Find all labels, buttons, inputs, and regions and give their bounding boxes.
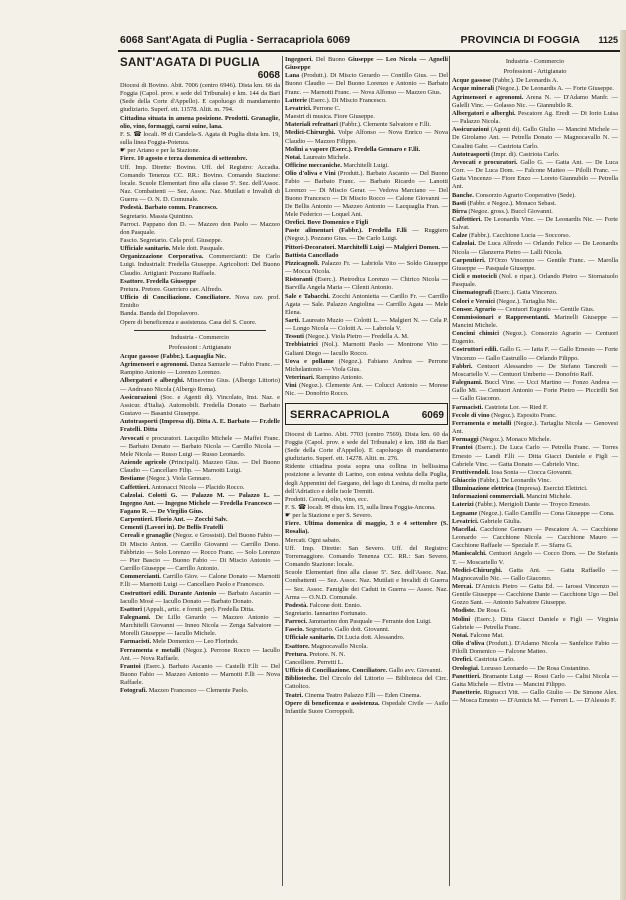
column-3 xyxy=(452,56,618,890)
header-rule xyxy=(118,50,620,52)
directory-entry: Farmacisti. Castriota Lor. — Ried F. xyxy=(452,403,548,411)
directory-entry: Albergatori e alberghi. Pescatore Ag. Eredi — Di Iorio Luisa — Palazzo Nicola. xyxy=(452,109,618,126)
directory-entry: Officine meccaniche. Marchitelli Luigi. xyxy=(285,162,389,170)
directory-entry: Pretura. Pretore. Guerriero cav. Alfredo. xyxy=(120,285,223,293)
section-divider xyxy=(134,330,266,331)
directory-entry: Podestà. Falcone dott. Ennio. xyxy=(285,601,362,609)
directory-entry: Fotografi. Mazzeo Francesco — Clemente Paolo. xyxy=(120,687,249,695)
directory-entry: Cittadina situata in amena posizione. Prodotti. Granaglie, olio, vino, formaggi, carni suine, lana. xyxy=(120,114,280,130)
directory-entry: Carpentieri. D'Orzo Vincenzo — Gentile Franc. — Marolla Giuseppe — Pasquale Giuseppe. xyxy=(452,256,618,272)
town-title: SERRACAPRIOLA xyxy=(290,408,390,421)
directory-entry: Assicurazioni (Agenti di). Gallo Giulio — Mancini Michele — De Girolamo Ant. — Petrella Donato — Magnocavallo N. — Casalini Gabr. — Castriota Carlo. xyxy=(452,126,618,150)
directory-entry: Ghiaccio (Fabbr.). De Leonardis Vinc. xyxy=(452,476,552,484)
directory-entry: Ridente cittadina posta sopra una collina in bellissima posizione a levante di Larino, con estesa veduta della Puglia, degli Appennini del Gargano, del lago di Lesina, di molta parte dell'Adriatico e delle isole Tremiti. xyxy=(285,463,448,495)
directory-entry: Fecole di vino (Negoz.). Esposito Franc. xyxy=(452,411,557,419)
directory-entry: Notai. Laureato Michele. xyxy=(285,153,350,161)
directory-entry: Carpentieri. Florio Ant. — Zocchi Salv. xyxy=(120,516,228,524)
directory-entry: Levatrici. Perrone C. xyxy=(285,104,341,112)
directory-entry: Pizzicagnoli. Palazzo Fr. — Labriola Vito — Soldo Giuseppe — Mocca Nicola. xyxy=(285,259,448,276)
directory-entry: Paste alimentari (Fabbr.). Fredella F.lli — Ruggiero (Negoz.). Pozzano Gius. — De Carlo Luigi. xyxy=(285,227,448,243)
directory-entry: Farmacisti. Mele Domenico — Leo Florindo. xyxy=(120,638,239,646)
directory-entry: Laterizi (Fabbr.). Merigioli Dante — Troyco Ernesto. xyxy=(452,501,591,509)
directory-entry: Parroci. Pappano don D. — Mazzeo don Paolo — Mazzeo don Pasquale. xyxy=(120,220,280,236)
directory-entry: Calzolai. Colotti G. — Palazzo M. — Palazzo L. — Ingegno Ant. — Ingegno Michele — Fredella Francesco — Fagano R. — De Virgilio Gius. xyxy=(120,491,280,515)
directory-entry: Orefici. Castriota Carlo. xyxy=(452,656,515,664)
directory-entry: Fascio. Segretario. Cela prof. Giuseppe. xyxy=(120,236,223,244)
directory-entry: F. S. ☎ locali. ✉ di Candela-S. Agata di Puglia dista km. 19, sulla linea Foggia-Potenza. xyxy=(120,130,280,147)
directory-entry: Costruttori edili. Gallo G. — Iatta F. — Gallo Ernesto — Forte Vincenzo — Gallo Castruillo — Orlando Filippo. xyxy=(452,346,618,362)
directory-entry: Segretario. Iannarino Fortunato. xyxy=(285,610,367,617)
directory-entry: Materiali refrattari (Fabbr.). Clemente Salvatore e F.lli. xyxy=(285,121,431,129)
directory-entry: Fiere. Ultima domenica di maggio, 3 e 4 settembre (S. Rosalia). xyxy=(285,520,448,536)
directory-entry: Maniscalchi. Centuori Angelo — Cocco Dom. — De Stefanis T. — Moscariello V. xyxy=(452,550,618,566)
column-1 xyxy=(120,56,280,890)
directory-entry: Levatrici. Gabriele Giulia. xyxy=(452,517,522,525)
column-divider xyxy=(449,56,450,886)
directory-entry: Calze (Fabbr.). Cacchione Lucia — Soccorso. xyxy=(452,232,571,240)
directory-entry: Uff. Imp. Dirette: Bovino. Uff. del Registro: Accadia. Comando Tenenza CC. RR.: Bovino. Comando Stazione: locale. Scuole Elementari fino alla classe 5ª. Sez. dell'Assoc. Naz. Combattenti — Sez. Assoc. Naz. Mutilati e Invalidi di Guerra — O. N. D. Comunale. xyxy=(120,163,280,204)
directory-entry: Frantoi (Eserc.). De Luca Carlo — Petrella Franc. — Torres Ernesto — Landi F.lli — Ditta Giacci Daniele e Figli — Cabriele Vinc. — Gatta Donato — Cabrielo Vinc. xyxy=(452,444,618,468)
column-divider xyxy=(282,56,283,886)
directory-entry: Diocesi di Bovino. Abit. 7006 (centro 6946). Dista km. 66 da Foggia (Capol. prov. e sede del Tribunale) e km. 144 da Bari (Sede della Corte d'Appello). E capoluogo di mandamento giudiziario. Superf. ett. 11578. Altit. m. 794. xyxy=(120,82,280,114)
directory-entry: Autotrasporti (Impr. di). Castriota Carlo. xyxy=(452,150,560,158)
directory-entry: Panetterie. Rignacci Vitt. — Gallo Giulio — De Simone Alex. — Mosca Ernesto — D'Amicis M. — Ferreri L. — D'Alessio F. xyxy=(452,689,618,705)
directory-entry: Agrimensori e agronomi. Arena N. — D'Adamo Manfr. — Galelli Vinc. — Golasso Nic. — Giannubilo R. xyxy=(452,93,618,109)
directory-entry: Olio d'oliva (Produtt.). D'Adamo Nicola — Sanfelice Fabio — Pilolli Domenico — Falcone Matteo. xyxy=(452,640,618,656)
directory-entry: Cancelliere. Perretti L. xyxy=(285,658,344,666)
header-province-title: PROVINCIA DI FOGGIA xyxy=(460,34,580,46)
header-left-title: 6068 Sant'Agata di Puglia - Serracapriola 6069 xyxy=(120,34,351,46)
directory-entry: Avvocati e procuratori. Lacquilio Michele — Maffei Franc. — Barbato Donato — Barbato Nicola — Carrillo Nicola — Mele Nicola — Russo Luigi — Russo Leonardo. xyxy=(120,434,280,458)
directory-entry: Podestà. Barbato comm. Francesco. xyxy=(120,204,218,212)
directory-entry: Acque gassose (Fabbr.). De Leonardis A. xyxy=(452,77,559,85)
directory-entry: Assicurazioni (Soc. e Agenti di). Vincolato, Inst. Naz. e Assicur. d'Italia). Automobili. Fredella Donato — Barbato Gustavo — Basanisi Giuseppe. xyxy=(120,393,280,418)
directory-entry: Ufficio di Conciliazione. Conciliatore. Gallo avv. Giovanni. xyxy=(285,667,443,675)
directory-entry: Medici-Chirurghi. Gatta Ant. — Gatta Raffaello — Magnocavallo Nic. — Gallo Giacomo. xyxy=(452,566,618,582)
directory-entry: Olio d'oliva e Vini (Produtt.). Barbato Ascanio — Del Buono Fabio — Barbato Franc. — Barbato Ricardo — Lanotti Lorenzo — Di Miscio Gerar. — Vedova Marciano — Del Buono Francesco — Di Miscio Rocco — Calone Giovanni — De Bellis Antonio — Mazzeo Antonio — Lacquaglia Fran. — Mele Federico — Loquel Ant. xyxy=(285,170,448,218)
directory-entry: Teatri. Cinema Teatro Palazzo F.lli — Eden Cinema. xyxy=(285,691,422,699)
directory-entry: Esattore. Fredella Giuseppe xyxy=(120,277,196,285)
directory-entry: Avvocati e procuratori. Gallo G. — Gatta Ant. — De Luca Corr. — De Luca Dom. — Falcone Matteo — Pilolli Franc. — Gatta Vincenzo — Fiore Enzo — Loreto Giannubilo — Petrella Ant. xyxy=(452,158,618,191)
directory-entry: Bestiame (Negoz.). Viola Gennaro. xyxy=(120,475,212,483)
directory-entry: Orefici. Bove Domenico e Figli xyxy=(285,219,369,227)
town-number: 6068 xyxy=(257,70,280,81)
directory-entry: Autotrasporti (Impresa di). Ditta A. E. Barbato — Fr.delle Fratelli. Ditta xyxy=(120,418,280,434)
directory-entry: Uff. Imp. Dirette: San Severo. Uff. del Registro: Torremaggiore. Comando Tenenza CC. RR.: San Severo. Comando Stazione: locale. xyxy=(285,544,448,569)
directory-entry: Ufficiale sanitario. Mele dott. Pasquale. xyxy=(120,245,225,253)
directory-entry: Latterie (Eserc.). Di Miscio Francesco. xyxy=(285,96,387,104)
directory-entry: Opere di beneficenza e assistenza. Ospedale Civile — Asilo Infantile Suore Corroppoli. xyxy=(285,699,448,715)
directory-entry: Acque minerali (Negoz.). De Leonardis A. — Forte Giuseppe. xyxy=(452,85,614,93)
directory-entry: Birra (Negoz. gross.). Buccl Giovanni. xyxy=(452,207,553,215)
directory-entry: Commercianti. Carrillo Giov. — Calone Donato — Marnotti F.lli — Marnotti Luigi — Cancellaro Paolo e Francesco. xyxy=(120,573,280,589)
directory-entry: Mercai. D'Amicis Pietro — Gatta Ed. — Iarossi Vincenzo — Gentile Giuseppe — Cacchione Dante — Cacchione Ugo — Del Gozzo Sant. — Antonio Salvatore Giuseppe. xyxy=(452,583,618,607)
directory-entry: Formaggi (Negoz.). Monaco Michele. xyxy=(452,436,552,444)
directory-entry: Panettieri. Bramante Luigi — Rossi Carlo — Calisi Nicola — Gatta Michele — Elvira — Mancini Filippo. xyxy=(452,672,618,688)
directory-entry: Ferramenta e metalli (Negoz.). Perrone Rocco — Iacullo Ant. — Nova Raffaele. xyxy=(120,646,280,662)
directory-entry: ☛ per la Stazione e per S. Severo. xyxy=(285,512,373,520)
directory-entry: Caffettieri. De Leonardis Vinc. — De Leonardis Nic. — Forte Salvat. xyxy=(452,215,618,232)
directory-entry: Pretura. Pretore. N. N. xyxy=(285,650,346,658)
directory-entry: Ristoranti (Eserc.). Pietrodica Lorenzo — Chirico Nicola — Barvilla Angela Maria — Cilenti Antonio. xyxy=(285,276,448,292)
directory-entry: Organizzazione Corporativa. Commercianti: De Carlo Luigi. Industriali: Fredella Giuseppe. Agricoltori: Del Buono Claudio. Artigiani: Pozzano Raffaele. xyxy=(120,253,280,277)
directory-entry: Fiere. 10 agosto e terza domenica di settembre. xyxy=(120,155,248,163)
directory-entry: Falegnami. Buccl Vine. — Ucci Martino — Fonzo Andrea — Gallo Mi. — Centuori Antonio — Forte Pietro — Piccirilli Sot — Gallo Giacomo. xyxy=(452,379,618,403)
directory-entry: Informazioni commerciali. Mancini Michele. xyxy=(452,493,572,501)
directory-entry: Uova e pollame (Negoz.). Fabiano Andrea — Perrone Michelantonio — Viola Gius. xyxy=(285,357,448,373)
directory-entry: Commissionari e Rappresentanti. Marinelli Giuseppe — Mancini Michele. xyxy=(452,313,618,329)
directory-entry: Pittori-Decoratori. Marchitelli Luigi — Malgieri Domen. — Battista Cancellado xyxy=(285,243,448,259)
category-heading: Professioni - Artigianato xyxy=(503,68,567,76)
directory-entry: Orologiai. Lorusso Leonardo — De Rosa Costantino. xyxy=(452,664,590,672)
directory-entry: Illuminazione elettrica (Impresa). Esercizi Elettrici. xyxy=(452,485,588,493)
directory-entry: Sarti. Laureato Muzio — Colotti L. — Malgieri N. — Cela P. — Longo Nicola — Colotti A. — Labriola V. xyxy=(285,317,448,333)
directory-entry: Esattori (Appalt., artic. e fornit. per). Fredella Ditta. xyxy=(120,605,255,613)
directory-entry: Lana (Produtt.). Di Miscio Gerardo — Contillo Gius. — Del Buono Claudio — Del Buono Lorenzo e Antonio — Barbato Franc. — Marnotti Franc. — Nova Alfonso — Mazzeo Gius. xyxy=(285,72,448,96)
directory-entry: Opere di beneficenza e assistenza. Casa del S. Cuore. xyxy=(120,318,257,326)
column-2 xyxy=(285,56,448,890)
category-heading: Industria - Commercio xyxy=(170,333,230,341)
directory-entry: Falegnami. De Lillo Gerardo — Mazzeo Antonio — Marchitelli Giovanni — Inneo Nicola — Zenga Salvatore — Morelli Giuseppe — Iacullo Michele. xyxy=(120,614,280,638)
directory-entry: Vini (Negoz.). Clemente Ant. — Colucci Antonio — Morese Nic. — Donofrio Rocco. xyxy=(285,382,448,398)
directory-entry: Fascio. Segretario. Gallo dott. Giovanni. xyxy=(285,626,390,634)
directory-entry: Fabbri. Centuori Alessandro — De Stefano Tancredi — Moscariello V. — Centuori Umberto — Donofrio Raff. xyxy=(452,362,618,378)
directory-entry: Banche. Consorzio Agrario Cooperativo (Sede). xyxy=(452,191,576,199)
directory-entry: Sale e Tabacchi. Zocchi Antonietta — Carillo Fr. — Carrillo Agata — Sale. Palazzo Angiolina — Carrillo Agata — Mele Elena. xyxy=(285,292,448,316)
directory-entry: Cereali e granaglie (Negoz. e Grossisti). Del Buono Fabio — Di Miscio Anton. — Carrillo Giovanni — Carrillo Dono. Fabbrizio — Solo Lorenzo — Rocco Franc. — Solo Lorenzo — Pier Bascio — Buono Fabio — Di Miscio Antonio — Carrillo Giuseppe — Carrillo Antonio. xyxy=(120,532,280,573)
running-header xyxy=(120,33,618,47)
town-title-box xyxy=(285,403,448,425)
directory-entry: Prodotti. Cereali, olio, vino, ecc. xyxy=(285,495,369,503)
directory-entry: ☛ per Ariano e per la Stazione. xyxy=(120,147,201,155)
directory-entry: Ferramenta e metalli (Negoz.). Tartaglia Nicola — Genovesi Ant. xyxy=(452,419,618,436)
directory-entry: Esattore. Magnocavallo Nicola. xyxy=(285,642,368,650)
directory-entry: Costruttori edili. Durante Antonio — Barbato Ascanio — Iacullo Mosè — Iacullo Donato — Barbato Donato. xyxy=(120,589,280,605)
directory-entry: Macellai. Cacchione Gennaro — Pescatore A. — Cacchione Leonardo — Cacchione Nicola — Cacchione Mauro — Cacchione Raffaele — Speziale F. — Sfarra G. xyxy=(452,525,618,550)
directory-entry: Ufficio di Conciliazione. Conciliatore. Nova cav. prof. Emidio xyxy=(120,294,280,310)
town-number: 6069 xyxy=(421,409,444,421)
directory-entry: Caffettieri. Antonacci Nicola — Placido Rocco. xyxy=(120,483,245,491)
town-title: SANT'AGATA DI PUGLIA xyxy=(120,57,261,69)
directory-entry: Concimi chimici (Negoz.). Consorzio Agrario — Centuori Eugenio. xyxy=(452,330,618,346)
directory-entry: Cinematografi (Eserc.). Gatta Vincenzo. xyxy=(452,289,558,297)
directory-entry: Trebbiatrici (Nol.). Marnotti Paolo — Montrone Vito — Galiani Diego — Iacullo Rocco. xyxy=(285,341,448,357)
directory-entry: Aziende agricole (Principali). Mazzeo Gius. — Del Buono Claudio — Cancellaro Filip. — Marnotti Luigi. xyxy=(120,459,280,475)
directory-entry: Legname (Negoz.). Gallo Camillo — Cona Giuseppe — Cona. xyxy=(452,509,615,517)
directory-entry: Banda. Banda del Dopolavoro. xyxy=(120,310,199,318)
directory-entry: Acque gassose (Fabbr.). Laquaglia Nic. xyxy=(120,353,227,360)
directory-entry: Molini (Eserc.). Ditta Giacci Daniele e Figli — Virginia Gabriele — Petrella Franc. xyxy=(452,615,618,631)
directory-entry: Colori e Vernici (Negoz.). Tartaglia Nic. xyxy=(452,297,558,305)
directory-entry: Ingegneri. Del Buono Giuseppe — Leo Nicola — Agnelli Giuseppe xyxy=(285,56,448,72)
directory-entry: Calzolai. De Luca Alfredo — Orlando Felice — De Leonardis Nicola — Glanzerra Pietro — Lalli Nicola. xyxy=(452,240,618,256)
page-edge xyxy=(620,30,626,900)
directory-entry: Notai. Falcone Mat. xyxy=(452,631,504,639)
header-page-ref: 1125 xyxy=(598,35,618,45)
directory-entry: Medici-Chirurghi. Volpe Alfonso — Nova Enrico — Nova Claudio — Mazzeo Filippo. xyxy=(285,129,448,145)
directory-entry: Fruttivendoli. Iosa Sonia — Ciocca Giovanni. xyxy=(452,468,573,476)
directory-entry: Basti (Fabbr. e Negoz.). Monaco Sebast. xyxy=(452,199,557,207)
directory-entry: Diocesi di Larino. Abit. 7703 (centro 7569). Dista km. 60 da Foggia (Capol. prov. e sede del Tribunale) e km. 188 da Bari (Sede della Corte d'Appello). E capoluogo di mandamento giudiziario. Superf. ett. 14278. Altit. m. 276. xyxy=(285,430,448,463)
directory-entry: Biblioteche. Del Circolo del Littorio — Biblioteca del Circ. Cattolico. xyxy=(285,675,448,691)
directory-entry: Mercati. Ogni sabato. xyxy=(285,536,341,544)
directory-entry: Consor. Agrario — Centuori Eugenio — Gentile Gius. xyxy=(452,305,595,313)
directory-entry: Scuole Elementari fino alla classe 5ª. Sez. dell'Assoc. Naz. Combattenti — Sez. Assoc. Naz. Mutilati e Invalidi di Guerra — Sez. Assoc. Famiglie dei Caduti in Guerra — Assoc. Naz. Arma — O.N.D. Comunale. xyxy=(285,569,448,601)
category-heading: Professioni : Artigianato xyxy=(168,343,232,351)
directory-entry: Modiste. De Rosa G. xyxy=(452,607,507,615)
directory-entry: Cementi (Lavori in). De Bellis Fratelli xyxy=(120,524,224,532)
directory-entry: F. S. ☎ locali. ✉ dista km. 15, sulla linea Foggia-Ancona. xyxy=(285,503,436,511)
directory-entry: Ufficiale sanitario. Di Lucia dott. Alessandro. xyxy=(285,634,405,642)
directory-entry: Tessuti (Negoz.). Viola Pietro — Fredella A. M. xyxy=(285,333,409,341)
directory-entry: Cicli e motocicli (Nol. e ripar.). Orlando Pietro — Stornaiuolo Pasquale. xyxy=(452,273,618,289)
directory-entry: Frantoi (Eserc.). Barbato Ascanio — Castelli F.lli — Del Buono Fabio — Mazzeo Antonio — Marnotti F.lli — Nova Raffaele. xyxy=(120,662,280,687)
directory-entry: Molini a vapore (Eserc.). Fredella Gennaro e F.lli. xyxy=(285,145,421,153)
directory-entry: Albergatori e alberghi. Minervino Gius. (Albergo Littorio) — Andreano Nicola (Albergo Roma). xyxy=(120,377,280,393)
directory-entry: Veterinari. Rampino Antonio. xyxy=(285,374,364,382)
directory-entry: Agrimensori e agronomi. Danza Samuele — Fabio Franc. — Rampino Antonio — Lorenzo Lorenzo. xyxy=(120,361,280,377)
directory-entry: Parroci. Jammarino don Pasquale — Ferrante don Luigi. xyxy=(285,618,432,626)
directory-entry: Maestri di musica. Fiore Giuseppe. xyxy=(285,113,375,121)
directory-entry: Segretario. Massia Quintino. xyxy=(120,212,194,220)
category-heading: Industria - Commercio xyxy=(505,58,565,65)
